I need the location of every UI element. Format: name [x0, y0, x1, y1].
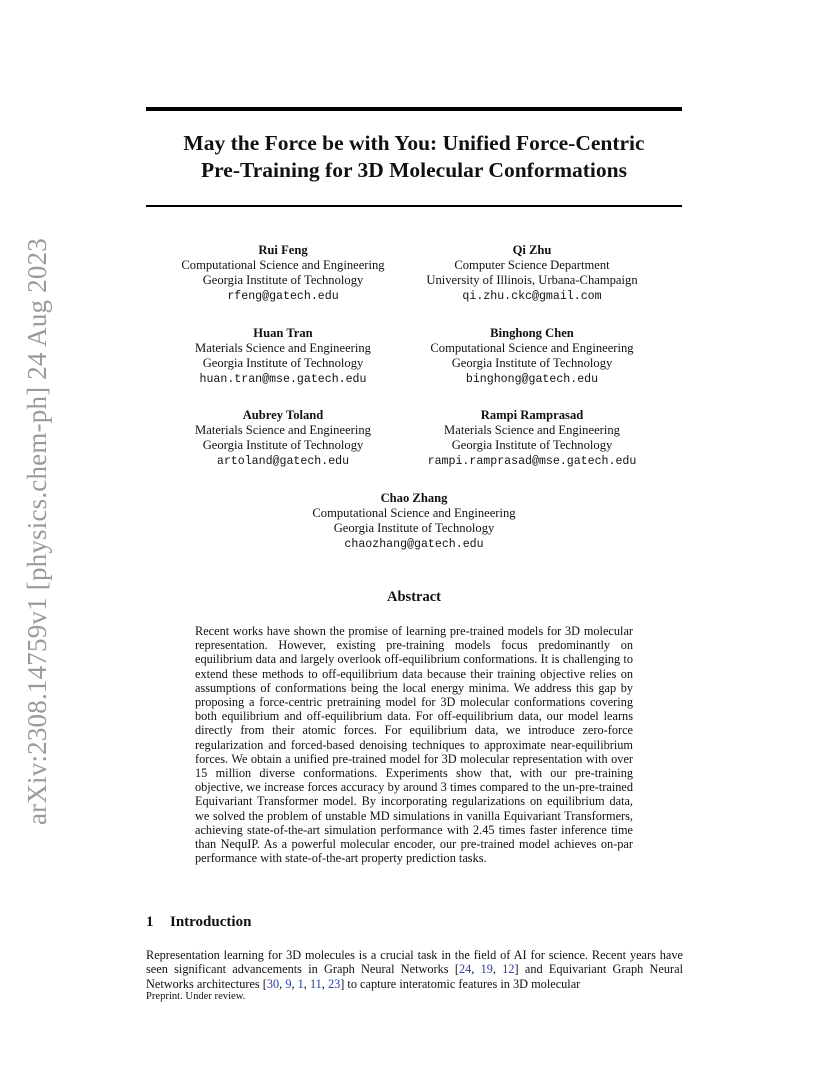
author-department: Materials Science and Engineering	[195, 423, 371, 438]
author-email: rampi.ramprasad@mse.gatech.edu	[427, 454, 637, 468]
title-line-1: May the Force be with You: Unified Force-Centric	[183, 131, 645, 155]
author-institution: Georgia Institute of Technology	[333, 521, 495, 536]
author-institution: Georgia Institute of Technology	[202, 438, 364, 453]
section-heading-introduction	[146, 914, 251, 931]
title-top-rule	[146, 107, 682, 111]
author-department: Computational Science and Engineering	[181, 258, 385, 273]
author-block	[166, 243, 400, 304]
abstract-text: Recent works have shown the promise of learning pre-trained models for 3D molecular representation. However, existing pre-training models focus predominantly on equilibrium data and largely overlook off-equilibrium conformations. It is challenging to extend these methods to off-equilibrium data because their training objective relies on assumptions of conformations being the local energy minima. We address this gap by proposing a force-centric pretraining model for 3D molecular conformations covering both equilibrium and off-equilibrium data. For off-equilibrium data, our model learns directly from their atomic forces. For equilibrium data, we introduce zero-force regularization and forced-based denoising techniques to approximate near-equilibrium forces. We obtain a unified pre-trained model for 3D molecular representation with over 15 million diverse conformations. Experiments show that, with our pre-training objective, we increase forces accuracy by around 3 times compared to the un-pre-trained Equivariant Transformer model. By incorporating regularizations on equilibrium data, we solved the problem of unstable MD simulations in vanilla Equivariant Transformers, achieving state-of-the-art simulation performance with 2.45 times faster inference time than NequIP. As a powerful molecular encoder, our pre-trained model achieves on-par performance with state-of-the-art property prediction tasks.	[195, 624, 633, 866]
author-name: Rampi Ramprasad	[480, 408, 584, 422]
intro-text-part: Representation learning for 3D molecules is a crucial task in the field of AI for science. Recent years have seen significant advancements in Graph Neural Networks [	[146, 948, 683, 977]
title-line-2: Pre-Training for 3D Molecular Conformations	[201, 158, 627, 182]
author-block	[414, 243, 650, 304]
author-email: binghong@gatech.edu	[465, 372, 599, 386]
author-name: Huan Tran	[253, 326, 313, 340]
citation-link[interactable]: 30	[266, 976, 280, 991]
author-block	[290, 491, 538, 552]
author-institution: Georgia Institute of Technology	[451, 356, 613, 371]
author-institution: Georgia Institute of Technology	[202, 356, 364, 371]
title-bottom-rule	[146, 205, 682, 207]
citation-link[interactable]: 19	[480, 962, 493, 977]
citation-link[interactable]: 1	[297, 976, 304, 991]
author-department: Materials Science and Engineering	[195, 341, 371, 356]
paper-title	[146, 130, 682, 184]
citation-link[interactable]: 12	[502, 962, 515, 977]
author-email: huan.tran@mse.gatech.edu	[199, 372, 367, 386]
author-department: Materials Science and Engineering	[444, 423, 620, 438]
citation-link[interactable]: 24	[458, 962, 472, 977]
author-institution: University of Illinois, Urbana-Champaign	[426, 273, 638, 288]
abstract-heading: Abstract	[387, 589, 441, 605]
author-institution: Georgia Institute of Technology	[202, 273, 364, 288]
author-name: Qi Zhu	[512, 243, 552, 257]
author-institution: Georgia Institute of Technology	[451, 438, 613, 453]
section-number: 1	[146, 914, 154, 930]
author-block	[414, 326, 650, 387]
arxiv-identifier-text: arXiv:2308.14759v1 [physics.chem-ph] 24 Aug 2023	[22, 237, 53, 825]
author-email: qi.zhu.ckc@gmail.com	[462, 289, 602, 303]
author-department: Computer Science Department	[454, 258, 610, 273]
author-name: Binghong Chen	[490, 326, 574, 340]
author-email: chaozhang@gatech.edu	[344, 537, 484, 551]
author-name: Rui Feng	[258, 243, 308, 257]
intro-text-part: ] and Equivariant Graph Neural Networks architectures [	[146, 962, 683, 991]
author-block	[414, 408, 650, 469]
author-block	[166, 408, 400, 469]
section-title: Introduction	[170, 914, 252, 930]
citation-link[interactable]: 23	[327, 976, 341, 991]
author-name: Chao Zhang	[380, 491, 448, 505]
author-email: rfeng@gatech.edu	[227, 289, 339, 303]
intro-text-part: ] to capture interatomic features in 3D molecular	[340, 976, 581, 991]
author-block	[166, 326, 400, 387]
preprint-footnote: Preprint. Under review.	[146, 991, 246, 1002]
author-name: Aubrey Toland	[242, 408, 324, 422]
introduction-paragraph: Representation learning for 3D molecules is a crucial task in the field of AI for science. Recent years have seen significant advancements in Graph Neural Networks [24, 19, 12] and Equivariant Graph Neural Networks architectures [30, 9, 1, 11, 23] to capture interatomic features in 3D molecular	[146, 948, 683, 991]
author-department: Computational Science and Engineering	[312, 506, 516, 521]
author-email: artoland@gatech.edu	[216, 454, 350, 468]
author-department: Computational Science and Engineering	[430, 341, 634, 356]
citation-link[interactable]: 11	[309, 976, 322, 991]
arxiv-identifier	[18, 232, 58, 830]
citation-link[interactable]: 9	[285, 976, 292, 991]
